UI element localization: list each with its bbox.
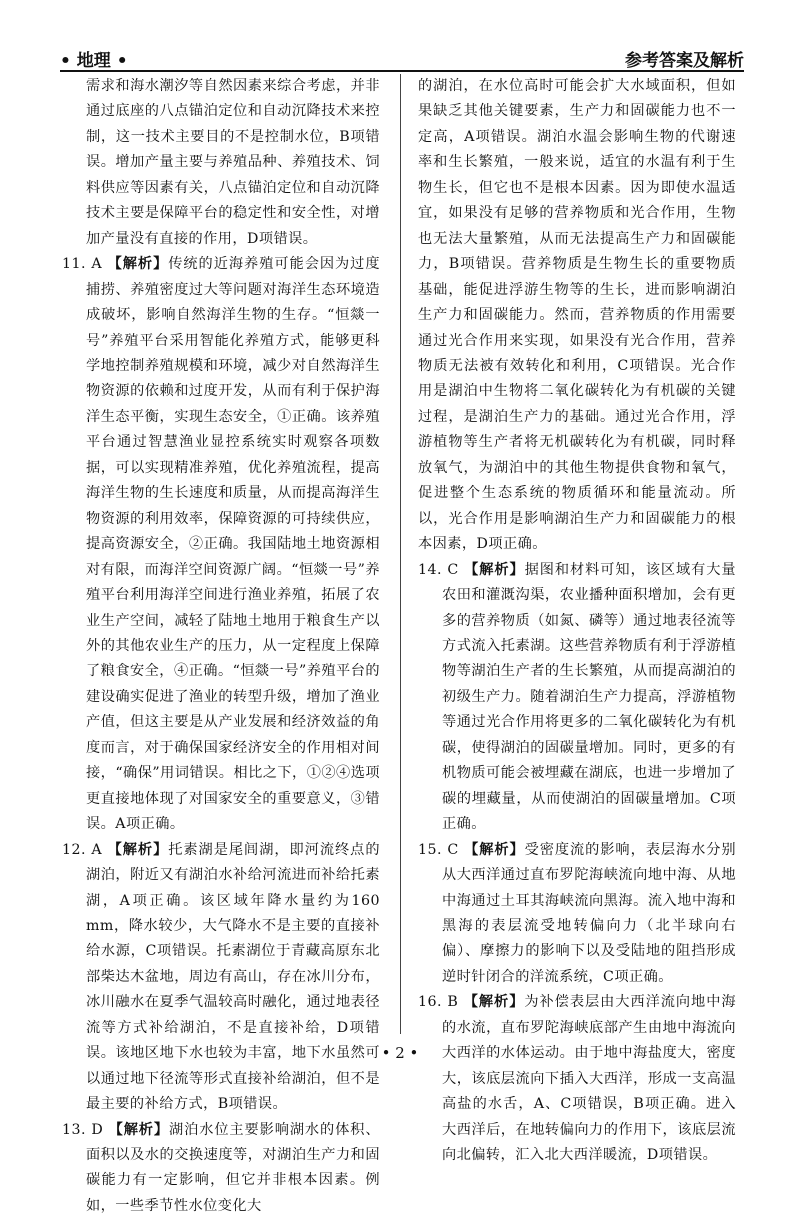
analysis-tag: 【解析】	[464, 561, 525, 578]
answer-item-12	[62, 838, 380, 1118]
analysis-tag: 【解析】	[107, 256, 169, 273]
subject-label: • 地理 •	[60, 51, 128, 71]
answer-number: 14. C	[418, 561, 465, 578]
answer-text: 传统的近海养殖可能会因为过度捕捞、养殖密度过大等问题对海洋生态环境造成破坏，影响自然海洋生物的生存。“恒燚一号”养殖平台采用智能化养殖方式，能够更科学地控制养殖规模和环境，减少对自然海洋生物资源的依赖和过度开发，从而有利于保护海洋生态平衡，实现生态安全，①正确。该养殖平台通过智慧渔业显控系统实时观察各项数据，可以实现精准养殖，优化养殖流程，提高海洋生物的生长速度和质量，从而提高海洋生物资源的利用效率，保障资源的可持续供应，提高资源安全，②正确。我国陆地土地资源相对有限，而海洋空间资源广阔。“恒燚一号”养殖平台利用海洋空间进行渔业养殖，拓展了农业生产空间，减轻了陆地土地用于粮食生产以外的其他农业生产的压力，从一定程度上保障了粮食安全，④正确。“恒燚一号”养殖平台的建设确实促进了渔业的转型升级，增加了渔业产值，但这主要是从产业发展和经济效益的角度而言，对于确保国家经济安全的作用相对间接，“确保”用词错误。相比之下，①②④选项更直接地体现了对国家安全的重要意义，③错误。A项正确。	[86, 256, 380, 833]
answer-number: 13. D	[62, 1121, 109, 1138]
analysis-tag: 【解析】	[107, 841, 169, 858]
answer-text: 据图和材料可知，该区域有大量农田和灌溉沟渠，农业播种面积增加，会有更多的营养物质（如氮、磷等）通过地表径流等方式流入托素湖。这些营养物质有利于浮游植物等湖泊生产者的生长繁殖，从而提高湖泊的初级生产力。随着湖泊生产力提高，浮游植物等通过光合作用将更多的二氧化碳转化为有机碳，使得湖泊的固碳量增加。同时，更多的有机物质可能会被埋藏在湖底，也进一步增加了碳的埋藏量，从而使湖泊的固碳量增加。C项正确。	[442, 561, 736, 833]
continued-paragraph: 需求和海水潮汐等自然因素来综合考虑，并非通过底座的八点锚泊定位和自动沉降技术来控制，这一技术主要目的不是控制水位，B项错误。增加产量主要与养殖品种、养殖技术、饲料供应等因素有关，八点锚泊定位和自动沉降技术主要是保障平台的稳定性和安全性，对增加产量没有直接的作用，D项错误。	[86, 78, 380, 247]
answer-item-15	[418, 838, 736, 991]
answer-item-11	[62, 252, 380, 837]
section-title: 参考答案及解析	[625, 51, 744, 71]
continued-paragraph: 的湖泊，在水位高时可能会扩大水域面积，但如果缺乏其他关键要素，生产力和固碳能力也不一定高，A项错误。湖泊水温会影响生物的代谢速率和生长繁殖，一般来说，适宜的水温有利于生物生长，但它也不是根本因素。因为即使水温适宜，如果没有足够的营养物质和光合作用，生物也无法大量繁殖，从而无法提高生产力和固碳能力，B项错误。营养物质是生物生长的重要物质基础，能促进浮游生物等的生长，进而影响湖泊生产力和固碳能力。然而，营养物质的作用需要通过光合作用来实现，如果没有光合作用，营养物质无法被有效转化和利用，C项错误。光合作用是湖泊中生物将二氧化碳转化为有机碳的关键过程，是湖泊生产力的基础。通过光合作用，浮游植物等生产者将无机碳转化为有机碳，同时释放氧气，为湖泊中的其他生物提供食物和氧气，促进整个生态系统的物质循环和能量流动。所以，光合作用是影响湖泊生产力和固碳能力的根本因素，D项正确。	[418, 78, 736, 553]
page-number: • 2 •	[381, 1044, 419, 1062]
page-header	[60, 44, 744, 72]
answer-text: 受密度流的影响，表层海水分别从大西洋通过直布罗陀海峡流向地中海、从地中海通过土耳其海峡流向黑海。流入地中海和黑海的表层流受地转偏向力（北半球向右偏）、摩擦力的影响下以及受陆地的阻挡形成逆时针闭合的洋流系统，C项正确。	[442, 841, 736, 985]
right-column	[418, 74, 736, 1168]
analysis-tag: 【解析】	[464, 841, 525, 858]
answer-text: 为补偿表层由大西洋流向地中海的水流，直布罗陀海峡底部产生由地中海流向大西洋的水体运动。由于地中海盐度大，密度大，该底层流向下插入大西洋，形成一支高温高盐的水舌，A、C项错误，B项正确。进入大西洋后，在地转偏向力的作用下，该底层流向北偏转，汇入北大西洋暖流，D项错误。	[442, 994, 736, 1164]
answer-number: 12. A	[62, 841, 108, 858]
column-divider	[400, 74, 401, 1034]
answer-number: 11. A	[62, 256, 108, 273]
answer-item-16	[418, 990, 736, 1168]
answer-text: 湖泊水位主要影响湖水的体积、面积以及水的交换速度等，对湖泊生产力和固碳能力有一定影响，但它并非根本因素。例如，一些季节性水位变化大	[86, 1121, 380, 1214]
answer-number: 15. C	[418, 841, 465, 858]
answer-number: 16. B	[418, 994, 464, 1011]
answer-text: 托素湖是尾闾湖，即河流终点的湖泊，附近又有湖泊水补给河流进而补给托素湖，A项正确。该区域年降水量约为160 mm，降水较少，大气降水不是主要的直接补给水源，C项错误。托素湖位于青藏高原东北部柴达木盆地，周边有高山，存在冰川分布，冰川融水在夏季气温较高时融化，通过地表径流等方式补给湖泊，不是直接补给，D项错误。该地区地下水也较为丰富，地下水虽然可以通过地下径流等形式直接补给湖泊，但不是最主要的补给方式，B项错误。	[86, 841, 380, 1113]
analysis-tag: 【解析】	[463, 994, 525, 1011]
answer-item-14	[418, 558, 736, 838]
answer-item-13	[62, 1118, 380, 1219]
analysis-tag: 【解析】	[108, 1121, 170, 1138]
